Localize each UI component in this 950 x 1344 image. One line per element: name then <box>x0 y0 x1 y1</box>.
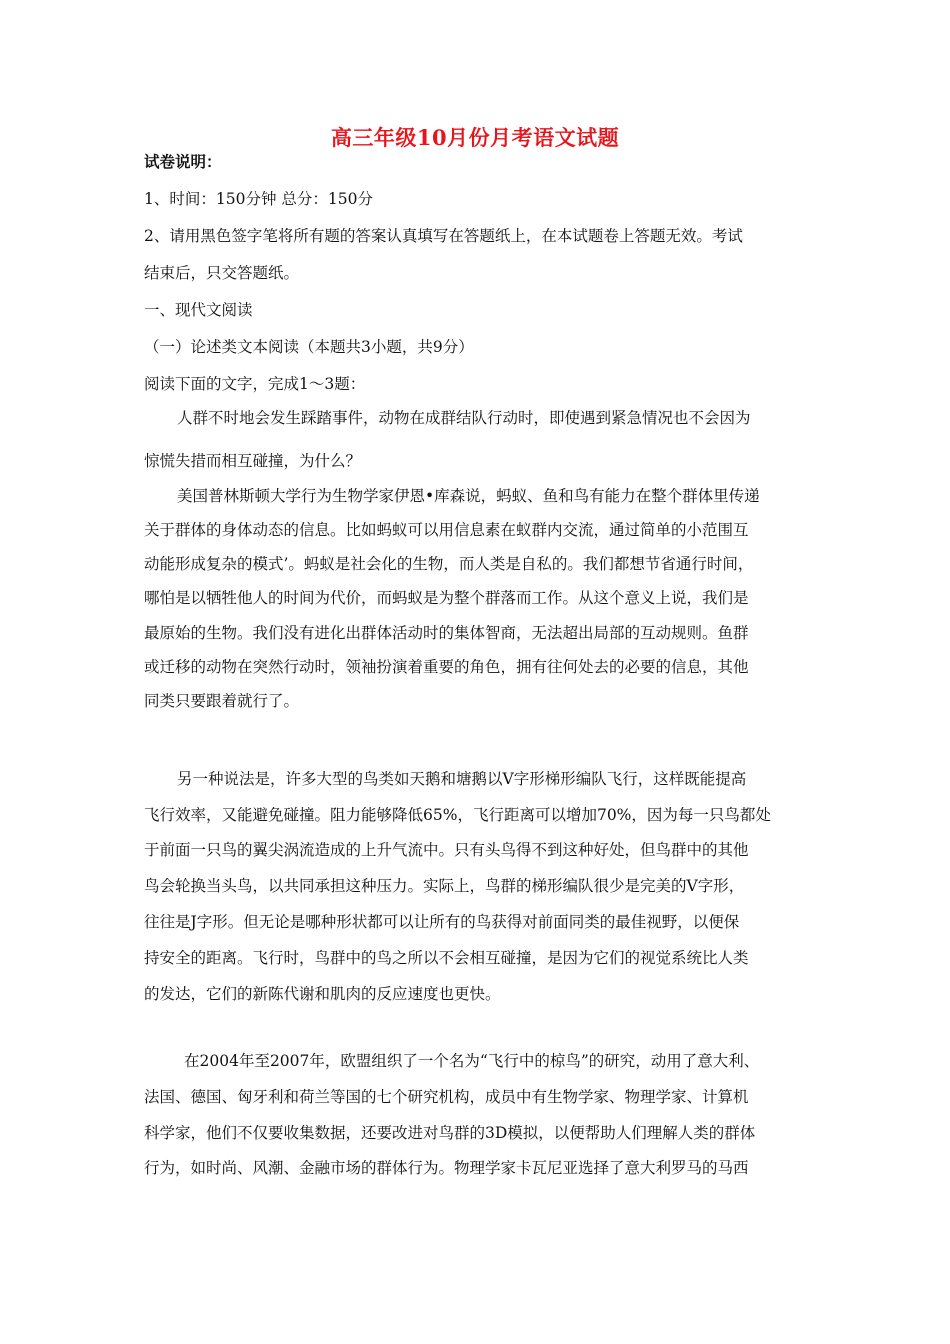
paragraph-2-line-6: 或迁移的动物在突然行动时，领袖扮演着重要的角色，拥有往何处去的必要的信息，其他 <box>144 658 749 676</box>
paragraph-2-line-3: 动能形成复杂的模式’。蚂蚁是社会化的生物，而人类是自私的。我们都想节省通行时间， <box>144 555 754 573</box>
paragraph-4-line-2: 法国、德国、匈牙利和荷兰等国的七个研究机构，成员中有生物学家、物理学家、计算机 <box>144 1088 749 1106</box>
paragraph-3-line-5: 往往是J字形。但无论是哪种形状都可以让所有的鸟获得对前面同类的最佳视野，以便保 <box>144 913 740 931</box>
instructions-heading: 试卷说明： <box>144 152 222 171</box>
instruction-item-2-line-2: 结束后，只交答题纸。 <box>144 264 300 282</box>
paragraph-1-line-1: 人群不时地会发生踩踏事件，动物在成群结队行动时，即使遇到紧急情况也不会因为 <box>177 409 751 427</box>
exam-title: 高三年级10月份月考语文试题 <box>330 125 620 150</box>
paragraph-3-line-7: 的发达，它们的新陈代谢和肌肉的反应速度也更快。 <box>144 985 501 1003</box>
reading-prompt: 阅读下面的文字，完成1～3题： <box>144 375 366 393</box>
paragraph-3-line-4: 鸟会轮换当头鸟，以共同承担这种压力。实际上，鸟群的梯形编队很少是完美的V字形， <box>144 877 745 895</box>
subsection-heading: （一）论述类文本阅读（本题共3小题，共9分） <box>144 338 474 356</box>
instruction-item-1: 1、时间：150分钟 总分：150分 <box>144 190 373 208</box>
paragraph-4-line-4: 行为，如时尚、风潮、金融市场的群体行为。物理学家卡瓦尼亚选择了意大利罗马的马西 <box>144 1159 749 1177</box>
paragraph-1-line-2: 惊慌失措而相互碰撞，为什么？ <box>144 452 362 470</box>
paragraph-3-line-1: 另一种说法是，许多大型的鸟类如天鹅和塘鹅以V字形梯形编队飞行，这样既能提高 <box>177 770 747 788</box>
section-heading: 一、现代文阅读 <box>144 301 253 319</box>
paragraph-2-line-5: 最原始的生物。我们没有进化出群体活动时的集体智商，无法超出局部的互动规则。鱼群 <box>144 624 749 642</box>
instruction-item-2-line-1: 2、请用黑色签字笔将所有题的答案认真填写在答题纸上，在本试题卷上答题无效。考试 <box>144 227 743 245</box>
paragraph-2-line-1: 美国普林斯顿大学行为生物学家伊恩•库森说，蚂蚁、鱼和鸟有能力在整个群体里传递 <box>177 487 760 505</box>
paragraph-4-line-1: 在2004年至2007年，欧盟组织了一个名为“飞行中的椋鸟”的研究，动用了意大利、 <box>184 1052 760 1070</box>
paragraph-2-line-2: 关于群体的身体动态的信息。比如蚂蚁可以用信息素在蚁群内交流，通过简单的小范围互 <box>144 521 749 539</box>
paragraph-3-line-6: 持安全的距离。飞行时，鸟群中的鸟之所以不会相互碰撞，是因为它们的视觉系统比人类 <box>144 949 749 967</box>
paragraph-4-line-3: 科学家，他们不仅要收集数据，还要改进对鸟群的3D模拟，以便帮助人们理解人类的群体 <box>144 1124 756 1142</box>
paragraph-2-line-7: 同类只要跟着就行了。 <box>144 692 300 710</box>
paragraph-3-line-3: 于前面一只鸟的翼尖涡流造成的上升气流中。只有头鸟得不到这种好处，但鸟群中的其他 <box>144 841 749 859</box>
paragraph-2-line-4: 哪怕是以牺牲他人的时间为代价，而蚂蚁是为整个群落而工作。从这个意义上说，我们是 <box>144 589 749 607</box>
paragraph-3-line-2: 飞行效率，又能避免碰撞。阻力能够降低65%，飞行距离可以增加70%，因为每一只鸟都处 <box>144 806 771 824</box>
